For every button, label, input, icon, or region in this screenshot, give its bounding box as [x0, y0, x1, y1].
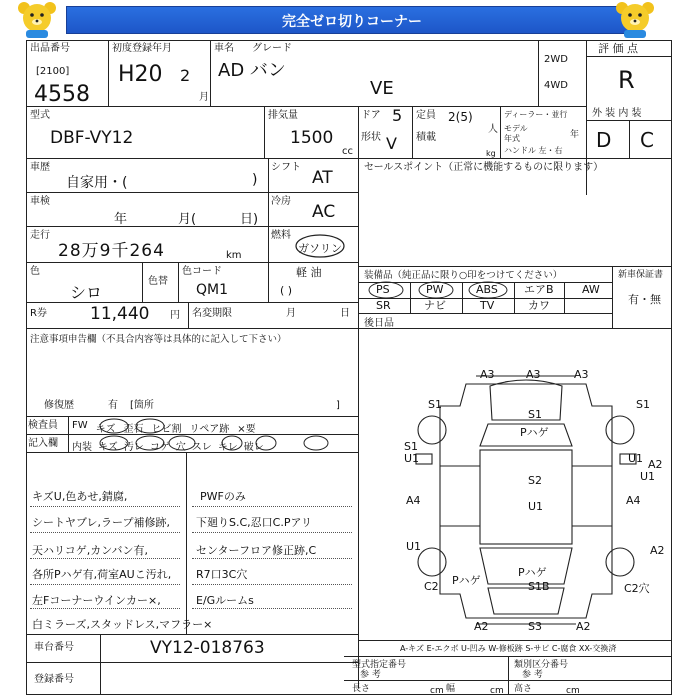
fw-scratch: キズ	[95, 424, 116, 435]
comment-right-1: PWFのみ	[200, 490, 246, 503]
mileage-value: 28万9千264	[58, 241, 165, 261]
mark-front-a3-2: A3	[526, 368, 541, 381]
mark-right-s1-1: S1	[636, 398, 650, 411]
equip-leather: カワ	[528, 299, 550, 312]
fuel-circle-mark	[294, 232, 348, 260]
chassis-value: VY12-018763	[150, 638, 265, 658]
mark-roof-u1: U1	[528, 500, 544, 513]
recycle-label: R券	[30, 308, 47, 319]
fw-replace: ×要	[237, 424, 256, 435]
comment-left-5: 左Fコーナーウインカー×,	[32, 594, 161, 607]
length-label: 長さ	[352, 684, 371, 694]
int-scratch: キズ	[98, 442, 118, 453]
color-code-label: 色コード	[182, 266, 222, 277]
fw-fw: FW	[72, 420, 88, 431]
mark-rear-a2-1: A2	[474, 620, 489, 633]
doors-value: 5	[392, 106, 403, 125]
width-label: 幅	[446, 684, 456, 694]
equip-ps: PS	[376, 283, 390, 296]
equipment-label: 装備品（純正品に限り○印をつけてください）	[364, 270, 563, 281]
shift-label: シフト	[271, 162, 301, 173]
mark-right-u1-1: U1	[628, 452, 644, 465]
fw-chip: 歪石	[123, 424, 144, 435]
repair-value: 有	[108, 400, 118, 411]
equip-aw: AW	[582, 283, 600, 296]
fw-crack: ヒビ割	[151, 424, 182, 435]
fuel-label: 燃料	[271, 230, 291, 241]
mark-right-u1-2: U1	[640, 470, 656, 483]
int-hole: 穴	[175, 442, 186, 453]
lot-number: 4558	[34, 82, 90, 107]
header-bar	[66, 6, 638, 34]
mark-rear-phage: Pハゲ	[518, 566, 547, 579]
int-cut: キレ	[217, 442, 238, 453]
mark-left-c2: C2	[424, 580, 439, 593]
aircon-value: AC	[312, 202, 336, 222]
cert-ref: 参 考	[360, 670, 381, 680]
mark-right-a2-1: A2	[648, 458, 663, 471]
mark-left-a4: A4	[406, 494, 421, 507]
sales-label: セールスポイント（正常に機能するものに限ります）	[364, 162, 604, 173]
mark-rear-s3: S3	[528, 620, 542, 633]
backseat-label: 後日品	[364, 318, 394, 329]
load-label: 積載	[416, 132, 436, 143]
mileage-unit: km	[226, 250, 242, 261]
color-change-label: 色替	[148, 276, 168, 287]
car-name: AD バン	[218, 60, 286, 81]
damage-legend: A-キズ E-エクボ U-凹み W-修板跡 S-サビ C-腐食 XX-交換済	[400, 644, 617, 653]
comment-left-2: シートヤブレ,ラープ補修跡,	[32, 516, 171, 529]
comment-left-6: 白ミラーズ,スタッドレス,マフラー×	[32, 618, 213, 631]
equip-abs: ABS	[476, 283, 498, 296]
doors-label: ドア	[361, 110, 381, 121]
shape-value: V	[386, 134, 397, 153]
car-grade: VE	[370, 78, 394, 99]
mark-front-a3-3: A3	[574, 368, 589, 381]
mark-right-c2-hole: C2穴	[624, 582, 650, 595]
meigi-label: 名変期限	[192, 308, 232, 319]
displacement-unit: cc	[342, 146, 353, 157]
equip-sr: SR	[376, 299, 391, 312]
model-value: DBF-VY12	[50, 128, 134, 148]
model-year-unit: 年	[570, 130, 580, 140]
inspection-month: 月(	[178, 212, 197, 227]
repair-place: [箇所	[130, 400, 154, 411]
width-unit: cm	[490, 686, 504, 696]
check-label-2: 記入欄	[28, 438, 58, 449]
equip-circle-marks	[364, 280, 564, 300]
fuel-gas: ガソリン	[298, 242, 342, 255]
registration-month: 2	[180, 66, 191, 85]
car-grade-label: グレード	[252, 43, 292, 54]
color-code: QM1	[196, 282, 229, 298]
class-label: 類別区分番号	[514, 660, 569, 670]
repair-label: 修復歴	[44, 400, 74, 411]
registration-label: 初度登録年月	[112, 43, 172, 54]
inspection-year: 年	[114, 212, 128, 227]
cert-label: 型式指定番号	[352, 660, 407, 670]
capacity-unit: 人	[488, 124, 498, 135]
recycle-unit: 円	[170, 310, 180, 321]
meigi-day: 日	[340, 308, 350, 319]
mark-left-rear-phage: Pハゲ	[452, 574, 481, 587]
check-circle-marks	[70, 416, 360, 452]
displacement-value: 1500	[290, 128, 334, 148]
inspection-day: 日)	[240, 212, 259, 227]
class-ref: 参 考	[522, 670, 543, 680]
mark-left-u1-1: U1	[404, 452, 420, 465]
bear-mascot-right-icon	[612, 0, 660, 38]
int-label: 内装	[72, 442, 92, 453]
mileage-label: 走行	[30, 230, 50, 241]
mark-left-s1-2: S1	[404, 440, 418, 453]
int-tear: 破レ	[243, 442, 264, 453]
int-burn: コゲ	[149, 442, 170, 453]
equip-navi: ナビ	[424, 299, 446, 312]
shape-label: 形状	[361, 132, 381, 143]
meigi-month: 月	[286, 308, 296, 319]
repair-close-bracket: ]	[336, 400, 340, 411]
check-label-1: 検査員	[28, 420, 58, 431]
notes-label: 注意事項申告欄（不具合内容等は具体的に記入して下さい）	[30, 334, 287, 345]
int-wear: スレ	[191, 442, 212, 453]
model-label: 型式	[30, 110, 50, 121]
int-dirt: 汚レ	[123, 442, 144, 453]
inspection-label: 車検	[30, 196, 50, 207]
guarantee-value: 有・無	[628, 293, 661, 306]
load-unit: kg	[486, 149, 496, 158]
displacement-label: 排気量	[268, 110, 298, 121]
equip-tv: TV	[480, 299, 495, 312]
bear-mascot-left-icon	[14, 0, 62, 38]
mark-right-a4: A4	[626, 494, 641, 507]
car-name-label: 車名	[214, 43, 234, 54]
mark-rear-a2-2: A2	[576, 620, 591, 633]
comment-right-3: センターフロア修正跡,C	[196, 544, 317, 557]
mark-right-a2-2: A2	[650, 544, 665, 557]
recycle-value: 11,440	[90, 304, 150, 324]
header-title: 完全ゼロ切りコーナー	[282, 14, 422, 30]
lot-label: 出品番号	[30, 43, 70, 54]
guarantee-label: 新車保証書	[618, 270, 664, 280]
ext-int-label: 外 装 内 装	[592, 108, 642, 119]
equip-pw: PW	[426, 283, 444, 296]
history-close: )	[252, 172, 258, 188]
history-value: 自家用・(	[66, 175, 128, 191]
length-unit: cm	[430, 686, 444, 696]
mark-left-s1-1: S1	[428, 398, 442, 411]
shift-value: AT	[312, 168, 333, 188]
registration-month-unit: 月	[199, 92, 209, 103]
comment-left-4: 各所Pハゲ有,荷室AUこ汚れ,	[32, 568, 172, 581]
mark-rear-s1b: S1B	[528, 580, 550, 593]
drive-4wd: 4WD	[544, 80, 568, 91]
plate-label: 登録番号	[34, 674, 74, 685]
handle-label: ハンドル 左・右	[504, 146, 563, 155]
fuel-paren: ( )	[280, 284, 293, 297]
score-label: 評 価 点	[598, 42, 638, 55]
mark-hood-phage: Pハゲ	[520, 426, 549, 439]
history-label: 車歴	[30, 162, 50, 173]
mark-left-u1-2: U1	[406, 540, 422, 553]
fuel-diesel: 軽 油	[296, 266, 322, 279]
ext-score: D	[596, 128, 612, 152]
lot-sub: [2100]	[36, 66, 70, 77]
dealer-label: ディーラー・並行	[504, 110, 568, 119]
aircon-label: 冷房	[271, 196, 291, 207]
registration-era: H20	[118, 62, 163, 87]
comment-right-5: E/Gルームs	[196, 594, 254, 607]
mark-roof-s2: S2	[528, 474, 542, 487]
height-unit: cm	[566, 686, 580, 696]
mark-front-a3-1: A3	[480, 368, 495, 381]
comment-left-3: 天ハリコゲ,カンバン有,	[32, 544, 149, 557]
color-value: シロ	[70, 283, 103, 302]
height-label: 高さ	[514, 684, 533, 694]
int-score: C	[640, 128, 654, 152]
model-year-label: モデル年式	[504, 124, 528, 143]
comment-right-2: 下廻りS.C,忍口C.Pアリ	[196, 516, 313, 529]
score-value: R	[618, 66, 635, 94]
comment-right-4: R7口3C穴	[196, 568, 248, 581]
drive-2wd: 2WD	[544, 54, 568, 65]
color-label: 色	[30, 266, 40, 277]
fw-repair: リペア跡	[189, 424, 230, 435]
chassis-label: 車台番号	[34, 642, 74, 653]
mark-hood-s1: S1	[528, 408, 542, 421]
equip-airbag: エアB	[524, 283, 554, 296]
capacity-label: 定員	[416, 110, 436, 121]
capacity-value: 2(5)	[448, 110, 473, 124]
comment-left-1: キズU,色あせ,錆腐,	[32, 490, 128, 503]
